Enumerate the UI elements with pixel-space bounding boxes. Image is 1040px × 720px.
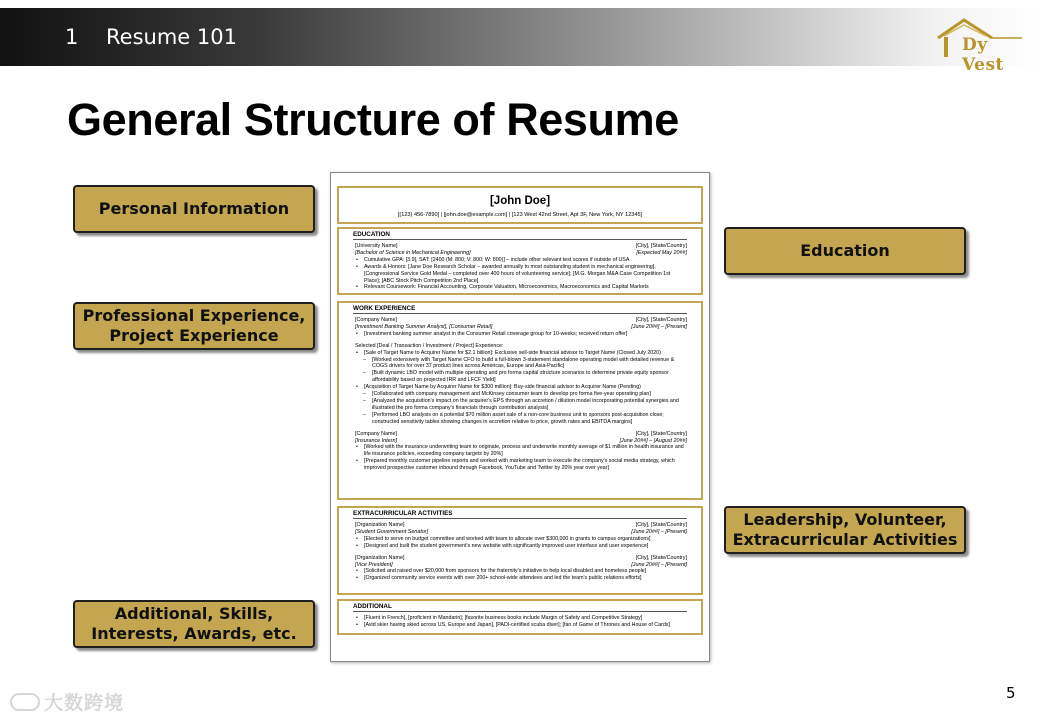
entry-header — [355, 317, 687, 324]
org-name: [Company Name] — [355, 317, 397, 323]
label-additional-skills — [73, 600, 315, 648]
sub-bullet: – [Analyzed the acquisition's impact on the acquirer's EPS through an accretion / dilution model incorporating potential synergies and illustrated the pro forma company's financials through contribution analysis] — [355, 398, 687, 412]
sub-bullet: – [Worked extensively with Target Name CFO to build a full-blown 3-statement standalone operating model with detailed revenue & COGS drivers for over 37 product lines across Americas, Europe and Asia-Pacific] — [355, 357, 687, 371]
entry-subheader — [355, 529, 687, 536]
bullet: • [Solicited and raised over $20,000 from sponsors for the fraternity's initiative to help local disabled and homeless people] — [355, 568, 687, 575]
entry-header — [355, 431, 687, 438]
sub-bullet: – [Collaborated with company management and McKinsey consumer team to develop pro forma five-year operating plan] — [355, 391, 687, 398]
location: [City], [State/Country] — [635, 430, 687, 437]
entry-subheader — [355, 250, 687, 257]
entry-header — [355, 243, 687, 250]
section-heading: ADDITIONAL — [353, 603, 687, 612]
page-number: 5 — [1006, 684, 1016, 702]
section-heading: WORK EXPERIENCE — [353, 305, 687, 314]
sub-bullet: – [Built dynamic LBO model with multiple operating and pro forma capital structure scenarios to determine private equity sponsor affordability based on projected IRR and LFCF Yield] — [355, 370, 687, 384]
resume-contact: [(123) 456-7890] | [john.doe@example.com] | [123 West 42nd Street, Apt 3F, New York, NY 12345] — [397, 212, 643, 218]
bullet: • [Avid skier having skied across US, Europe and Japan], [PADI-certified scuba diver]; [fan of Game of Thrones and House of Cards] — [355, 622, 687, 629]
date: [Expected May 20##] — [636, 249, 687, 256]
label-text: Education — [800, 241, 890, 260]
logo-text: Dy Vest — [962, 35, 1004, 75]
bullet: • [Worked with the insurance underwriting team to originate, process and underwrite monthly average of $1 million in health insurance and life insurance policies, exceeding company targets by 20%] — [355, 444, 687, 458]
date: [June 20##] – [Present] — [631, 323, 687, 330]
resume-extracurricular-section — [337, 506, 703, 595]
bullet: • Awards & Honors: [Jane Doe Research Scholar – awarded annually to most outstanding student in mechanical engineering], [Congressional Service Gold Medal – completed over 400 hours of volunteering service]; [M.G. Morgan M&A Case Competition 1st Place]; [ABC Stock Pitch Competition 2nd Place] — [355, 264, 687, 285]
label-education — [724, 227, 966, 275]
resume-additional-section — [337, 599, 703, 635]
bullet: • [Organized community service events with over 200+ school-wide attendees and led the team's public relations efforts] — [355, 575, 687, 582]
location: [City], [State/Country] — [635, 243, 687, 249]
date: [June 20##] – [Present] — [631, 528, 687, 535]
watermark-logo-icon — [10, 693, 40, 711]
label-personal-information — [73, 185, 315, 233]
org-name: [Company Name] — [355, 430, 397, 437]
section-heading: EDUCATION — [353, 231, 687, 240]
location: [City], [State/Country] — [635, 554, 687, 561]
org-name: [Organization Name] — [355, 554, 405, 561]
date: [June 20##] – [August 20##] — [619, 437, 687, 444]
resume-template — [330, 172, 710, 662]
label-text: Leadership, Volunteer, Extracurricular Activities — [732, 510, 958, 549]
resume-personal-section — [337, 186, 703, 224]
entry-header — [355, 555, 687, 562]
section-number: 1 — [65, 25, 79, 49]
location: [City], [State/Country] — [635, 317, 687, 323]
sub-bullet: – [Performed LBO analysis on a potential $70 million asset sale of a non-core business unit to sponsors post-acquisition close; constructed sensitivity tables showing changes in accretion relative to price, growth rates and EBITDA margins] — [355, 412, 687, 426]
section-title: Resume 101 — [106, 25, 237, 49]
header-bar — [0, 8, 1040, 66]
role: [Student Government Senator] — [355, 528, 429, 535]
role: [Insurance Intern] — [355, 437, 397, 444]
entry-header — [355, 522, 687, 529]
label-text: Professional Experience, Project Experience — [82, 306, 306, 345]
role: [Investment Banking Summer Analyst], [Consumer Retail] — [355, 323, 493, 330]
dyvest-logo — [934, 16, 1026, 75]
selected-heading: Selected [Deal / Transaction / Investment / Project] Experience: — [355, 342, 504, 349]
location: [City], [State/Country] — [635, 522, 687, 528]
section-heading: EXTRACURRICULAR ACTIVITIES — [353, 510, 687, 519]
label-text: Personal Information — [98, 199, 290, 218]
bullet: • [Sale of Target Name to Acquirer Name for $2.1 billion]: Exclusive sell-side financial advisor to Target Name (Closed July 2020) — [355, 350, 687, 357]
org-name: [Organization Name] — [355, 522, 405, 528]
date: [June 20##] – [Present] — [631, 561, 687, 568]
bullet: • [Designed and built the student government's new website with significantly improved user interface and user experience] — [355, 543, 687, 550]
page-title: General Structure of Resume — [67, 94, 679, 145]
bullet: • Relevant Coursework: Financial Accounting, Corporate Valuation, Microeconomics, Macroeconomics and Capital Markets — [355, 284, 687, 291]
bullet: • [Investment banking summer analyst in the Consumer Retail coverage group for 10-weeks; received return offer] — [355, 331, 687, 338]
entry-subheader — [355, 438, 687, 445]
label-text: Additional, Skills, Interests, Awards, etc. — [91, 604, 297, 643]
bullet: • [Fluent in French], [proficient in Mandarin]; [favorite business books include Margin of Safety and Competitive Strategy] — [355, 615, 687, 622]
label-professional-experience — [73, 302, 315, 350]
entry-subheader — [355, 324, 687, 331]
resume-work-section — [337, 301, 703, 500]
bullet: • Cumulative GPA: [3.9], SAT: [2400 (M: 800; V: 800; W: 800)] – include other relevant test scores if outside of USA — [355, 257, 687, 264]
resume-name: [John Doe] — [489, 195, 551, 207]
role: [Bachelor of Science in Mechanical Engineering] — [355, 249, 471, 256]
resume-education-section — [337, 227, 703, 295]
bullet: • [Prepared monthly customer pipeline reports and worked with marketing team to execute the company's social media strategy, which improved prospective customer inbound through Facebook, YouTube and Twitter by 20% year over year] — [355, 458, 687, 472]
role: [Vice President] — [355, 561, 393, 568]
label-leadership-volunteer — [724, 506, 966, 554]
watermark — [10, 688, 124, 715]
org-name: [University Name] — [355, 243, 398, 249]
watermark-text: 大数跨境 — [44, 692, 125, 714]
entry-subheader — [355, 562, 687, 569]
bullet: • [Acquisition of Target Name by Acquirer Name for $300 million]: Buy-side financial advisor to Acquirer Name (Pending) — [355, 384, 687, 391]
bullet: • [Elected to serve on budget committee and worked with team to allocate over $300,000 in grants to campus organizations] — [355, 536, 687, 543]
